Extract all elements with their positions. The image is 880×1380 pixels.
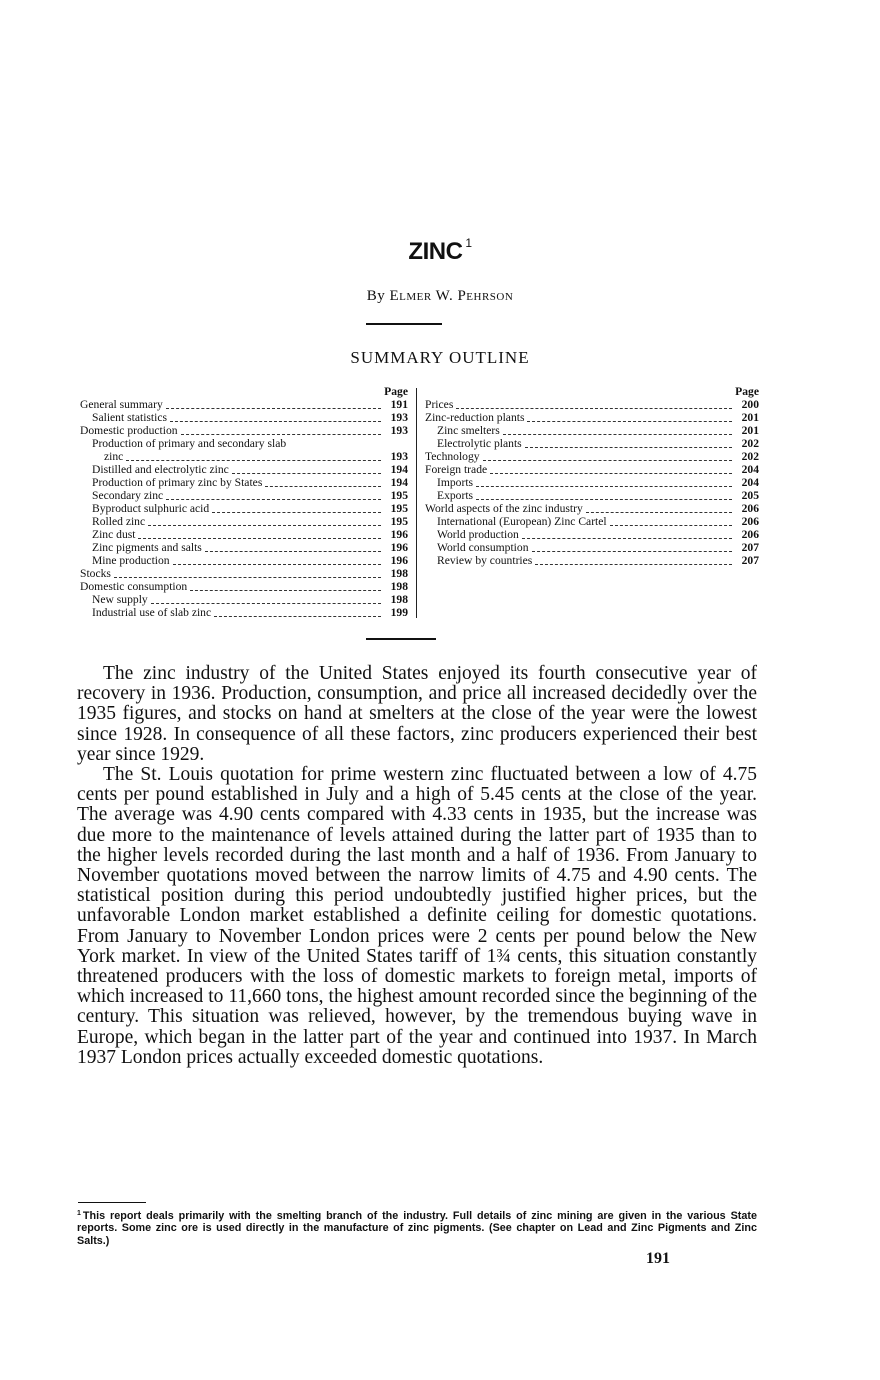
toc-entry-label: Prices bbox=[425, 398, 454, 412]
toc-leader-dots bbox=[126, 451, 381, 461]
toc-entry-label: International (European) Zinc Cartel bbox=[437, 515, 607, 529]
toc-entry bbox=[80, 503, 408, 516]
toc-entry bbox=[80, 464, 408, 477]
toc-entry-page: 195 bbox=[390, 502, 408, 515]
toc-entry-label: Domestic production bbox=[80, 424, 178, 438]
toc-entry bbox=[425, 412, 759, 425]
toc-entry-page: 198 bbox=[390, 567, 408, 580]
title-footnote-marker: 1 bbox=[465, 236, 472, 250]
footnote bbox=[77, 1208, 757, 1247]
toc-entry-page: 196 bbox=[390, 528, 408, 541]
toc-leader-dots bbox=[214, 607, 381, 617]
toc-entry-label: World production bbox=[437, 528, 519, 542]
title-divider bbox=[366, 323, 442, 325]
toc-entry-page: 207 bbox=[741, 554, 759, 568]
toc-entry bbox=[80, 555, 408, 568]
toc-entry-page: 196 bbox=[390, 541, 408, 554]
toc-entry-label: Exports bbox=[437, 489, 474, 503]
toc-left-page-header: Page bbox=[384, 385, 408, 398]
toc-entry-page: 195 bbox=[390, 515, 408, 528]
toc-column-divider bbox=[416, 388, 417, 618]
toc-entry-label: Zinc smelters bbox=[437, 424, 500, 438]
summary-outline-heading: SUMMARY OUTLINE bbox=[350, 348, 530, 367]
toc-entry-page: 194 bbox=[390, 463, 408, 476]
toc-entry bbox=[425, 477, 759, 490]
toc-leader-dots bbox=[586, 503, 732, 513]
toc-entry-label: Salient statistics bbox=[92, 411, 168, 425]
toc-leader-dots bbox=[503, 425, 732, 435]
toc-entry-label: Foreign trade bbox=[425, 463, 488, 477]
toc-entry-label: New supply bbox=[92, 593, 148, 606]
toc-leader-dots bbox=[265, 477, 381, 487]
toc-entry bbox=[425, 555, 759, 568]
toc-right-column bbox=[425, 386, 759, 568]
toc-leader-dots bbox=[232, 464, 381, 474]
toc-entry-page: 207 bbox=[741, 541, 759, 555]
toc-entry-label: Byproduct sulphuric acid bbox=[92, 502, 210, 515]
byline-author: Elmer W. Pehrson bbox=[389, 288, 514, 304]
toc-entry-label: Production of primary zinc by States bbox=[92, 476, 263, 489]
toc-leader-dots bbox=[483, 451, 732, 461]
toc-entry-label: Secondary zinc bbox=[92, 489, 164, 502]
toc-leader-dots bbox=[151, 594, 381, 604]
toc-entry bbox=[425, 438, 759, 451]
toc-entry-label: Imports bbox=[437, 476, 474, 490]
toc-leader-dots bbox=[148, 516, 381, 526]
toc-entry-label: Zinc pigments and salts bbox=[92, 541, 202, 554]
toc-entry-label: Electrolytic plants bbox=[437, 437, 522, 451]
page-number: 191 bbox=[646, 1250, 670, 1267]
toc-leader-dots bbox=[166, 490, 381, 500]
toc-entry bbox=[80, 594, 408, 607]
body-text bbox=[77, 664, 757, 1068]
toc-entry-page: 198 bbox=[390, 580, 408, 593]
chapter-title-text: ZINC bbox=[408, 238, 463, 265]
byline bbox=[0, 288, 880, 305]
toc-entry-page: 200 bbox=[741, 398, 759, 412]
toc-entry-label: World aspects of the zinc industry bbox=[425, 502, 583, 516]
toc-entry-label: Zinc dust bbox=[92, 528, 136, 541]
toc-entry bbox=[80, 412, 408, 425]
toc-entry-page: 202 bbox=[741, 437, 759, 451]
toc-entry-page: 191 bbox=[390, 398, 408, 412]
toc-leader-dots bbox=[181, 425, 381, 435]
byline-prefix: By bbox=[366, 288, 386, 304]
paragraph-2: The St. Louis quotation for prime western zinc fluctuated between a low of 4.75 cents per pound established in July and a high of 5.45 cents at the close of the year. The average was 4.90 cents compared with 4.33 cents in 1935, but the increase was due more to the maintenance of levels attained during the latter part of 1935 than to the higher levels recorded during the last month and a half of 1936. From January to November quotations moved between the narrow limits of 4.75 and 4.90 cents. The statistical position during this period undoubtedly justified higher prices, but the unfavorable London market established a definite ceiling for domestic quotations. From January to November London prices were 2 cents per pound below the New York market. In view of the United States tariff of 1¾ cents, this situation constantly threatened producers with the loss of domestic markets to foreign metal, imports of which increased to 11,660 tons, the highest amount recorded since the beginning of the century. This situation was relieved, however, by the tremendous buying wave in Europe, which began in the latter part of the year and continued into 1937. In March 1937 London prices actually exceeded domestic quotations. bbox=[77, 764, 757, 1068]
toc-leader-dots bbox=[535, 555, 732, 565]
toc-entry-label: General summary bbox=[80, 398, 163, 412]
toc-entry-page: 202 bbox=[741, 450, 759, 464]
toc-leader-dots bbox=[205, 542, 381, 552]
toc-entry bbox=[425, 529, 759, 542]
toc-entry bbox=[425, 542, 759, 555]
toc-entry bbox=[80, 399, 408, 412]
toc-entry-page: 201 bbox=[741, 424, 759, 438]
toc-entry-page: 195 bbox=[390, 489, 408, 502]
toc-entry bbox=[425, 503, 759, 516]
toc-leader-dots bbox=[456, 399, 732, 409]
toc-leader-dots bbox=[490, 464, 732, 474]
chapter-title bbox=[0, 236, 880, 266]
toc-leader-dots bbox=[610, 516, 732, 526]
toc-entry bbox=[80, 529, 408, 542]
toc-entry-page: 206 bbox=[741, 528, 759, 542]
toc-leader-dots bbox=[138, 529, 381, 539]
toc-entry bbox=[80, 477, 408, 490]
toc-entry bbox=[80, 451, 408, 464]
toc-leader-dots bbox=[532, 542, 733, 552]
toc-entry-page: 206 bbox=[741, 502, 759, 516]
toc-entry bbox=[425, 516, 759, 529]
toc-entry bbox=[80, 607, 408, 620]
toc-entry-page: 204 bbox=[741, 463, 759, 477]
toc-right-page-header: Page bbox=[735, 385, 759, 398]
toc-entry-page: 205 bbox=[741, 489, 759, 503]
footnote-marker: 1 bbox=[77, 1210, 81, 1217]
toc-leader-dots bbox=[527, 412, 732, 422]
toc-entry bbox=[425, 451, 759, 464]
toc-entry-label: World consumption bbox=[437, 541, 529, 555]
toc-entry bbox=[80, 438, 408, 451]
toc-entry-label: Distilled and electrolytic zinc bbox=[92, 463, 229, 476]
toc-entry-label: Domestic consumption bbox=[80, 580, 188, 593]
toc-entry-page: 204 bbox=[741, 476, 759, 490]
toc-entry-label: zinc bbox=[104, 450, 124, 463]
toc-leader-dots bbox=[166, 399, 381, 409]
footnote-text: This report deals primarily with the smelting branch of the industry. Full details of zinc mining are given in the various State reports. Some zinc ore is used directly in the manufacture of zinc pigments. (See chapter on Lead and Zinc Pigments and Zinc Salts.) bbox=[77, 1210, 757, 1247]
toc-entry-label: Technology bbox=[425, 450, 480, 464]
toc-entry-page: 199 bbox=[390, 606, 408, 619]
footnote-divider bbox=[78, 1202, 146, 1203]
toc-entry bbox=[80, 568, 408, 581]
toc-entry-label: Rolled zinc bbox=[92, 515, 146, 528]
toc-entry-label: Industrial use of slab zinc bbox=[92, 606, 212, 619]
toc-entry-label: Zinc-reduction plants bbox=[425, 411, 525, 425]
toc-leader-dots bbox=[114, 568, 381, 578]
toc-entry-label: Review by countries bbox=[437, 554, 533, 568]
toc-leader-dots bbox=[212, 503, 381, 513]
toc-entry-page: 193 bbox=[390, 411, 408, 425]
toc-entry bbox=[425, 399, 759, 412]
toc-entry-page: 194 bbox=[390, 476, 408, 489]
toc-entry-page: 206 bbox=[741, 515, 759, 529]
paragraph-1: The zinc industry of the United States enjoyed its fourth consecutive year of recovery in 1936. Production, consumption, and price all increased decidedly over the 1935 figures, and stocks on hand at smelters at the close of the year were the lowest since 1928. In consequence of all these factors, zinc producers experienced their best year since 1929. bbox=[77, 663, 757, 765]
toc-entry bbox=[80, 581, 408, 594]
toc-entry-label: Mine production bbox=[92, 554, 170, 567]
toc-entry-page: 196 bbox=[390, 554, 408, 567]
toc-entry bbox=[80, 490, 408, 503]
toc-entry-page: 198 bbox=[390, 593, 408, 606]
toc-entry-label: Stocks bbox=[80, 567, 111, 580]
toc-leader-dots bbox=[476, 490, 732, 500]
toc-leader-dots bbox=[173, 555, 381, 565]
toc-entry bbox=[80, 542, 408, 555]
toc-leader-dots bbox=[190, 581, 381, 591]
toc-entry bbox=[80, 516, 408, 529]
toc-entry-page: 193 bbox=[390, 424, 408, 438]
toc-entry bbox=[425, 425, 759, 438]
toc-leader-dots bbox=[522, 529, 732, 539]
toc-entry-page: 193 bbox=[390, 450, 408, 463]
toc-leader-dots bbox=[170, 412, 381, 422]
toc-leader-dots bbox=[525, 438, 732, 448]
outline-divider bbox=[366, 638, 436, 640]
toc-entry-label: Production of primary and secondary slab bbox=[92, 437, 287, 450]
toc-entry-page: 201 bbox=[741, 411, 759, 425]
toc-entry bbox=[425, 490, 759, 503]
toc-leader-dots bbox=[476, 477, 732, 487]
toc-left-column bbox=[80, 386, 408, 620]
toc-entry bbox=[425, 464, 759, 477]
